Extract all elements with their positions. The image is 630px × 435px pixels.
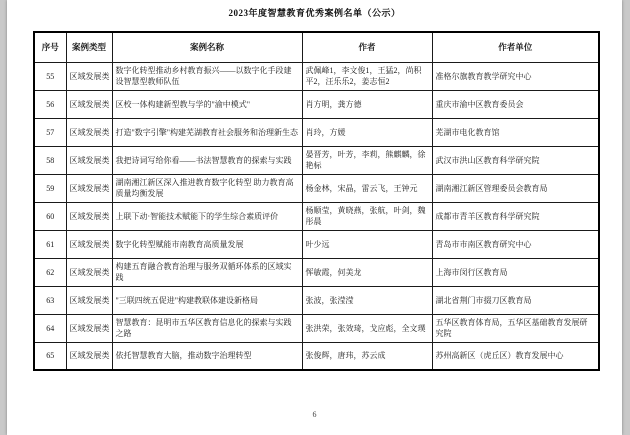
cell-no: 60 [34,202,66,230]
header-type: 案例类型 [66,32,112,62]
page-number: 6 [312,410,317,419]
cell-type: 区域发展类 [66,202,112,230]
cell-no: 63 [34,286,66,314]
cell-authors: 杨顺莹，黄晓燕，张航，叶剑，魏彤晨 [302,202,432,230]
header-authors: 作者 [302,32,432,62]
cell-name: 打造"数字引擎"构建芜湖教育社会服务和治理新生态 [112,118,302,146]
cell-name: 我把诗词写给你看——书法智慧教育的探索与实践 [112,146,302,174]
header-name: 案例名称 [112,32,302,62]
table-body [34,62,599,370]
cell-name: "三联四统五促进"构建教联体建设新格局 [112,286,302,314]
cell-type: 区域发展类 [66,90,112,118]
cell-authors: 恽敏霞，何美龙 [302,258,432,286]
cases-table [33,31,600,371]
cell-unit: 成都市青羊区教育科学研究院 [432,202,599,230]
table-row [34,90,599,118]
table-row [34,314,599,342]
cell-authors: 叶少远 [302,230,432,258]
document-page [7,0,622,435]
cell-authors: 武佩峰1，李文俊1，王猛2，尚积平2，汪乐乐2，姜志恒2 [302,62,432,90]
cell-unit: 武汉市洪山区教育科学研究院 [432,146,599,174]
cell-no: 62 [34,258,66,286]
table-row [34,342,599,370]
cell-authors: 晏晋芳，叶芳，李莉，熊麒麟，徐艳标 [302,146,432,174]
cell-authors: 张波，张滢滢 [302,286,432,314]
cell-name: 数字化转型赋能市南教育高质量发展 [112,230,302,258]
cell-no: 55 [34,62,66,90]
table-row [34,146,599,174]
header-unit: 作者单位 [432,32,599,62]
cell-type: 区域发展类 [66,230,112,258]
table-row [34,62,599,90]
cell-name: 湖南湘江新区深入推进教育数字化转型 助力教育高质量均衡发展 [112,174,302,202]
cell-name: 构建五育融合教育治理与服务双循环体系的区域实践 [112,258,302,286]
cell-name: 上联下动·智能技术赋能下的学生综合素质评价 [112,202,302,230]
cell-unit: 湖南湘江新区管理委员会教育局 [432,174,599,202]
cell-unit: 苏州高新区（虎丘区）教育发展中心 [432,342,599,370]
cell-name: 依托智慧教育大脑，推动数字治理转型 [112,342,302,370]
cell-unit: 芜湖市电化教育馆 [432,118,599,146]
page-title: 2023年度智慧教育优秀案例名单（公示） [228,8,401,18]
cell-no: 61 [34,230,66,258]
cell-no: 65 [34,342,66,370]
cell-unit: 重庆市渝中区教育委员会 [432,90,599,118]
table-row [34,258,599,286]
cell-unit: 五华区教育体育局，五华区基础教育发展研究院 [432,314,599,342]
cell-unit: 上海市闵行区教育局 [432,258,599,286]
cell-name: 数字化转型推动乡村教育振兴——以数字化手段建设智慧型教师队伍 [112,62,302,90]
cell-authors: 肖玲，方媛 [302,118,432,146]
header-no: 序号 [34,32,66,62]
table-row [34,174,599,202]
cell-no: 57 [34,118,66,146]
cell-type: 区域发展类 [66,258,112,286]
cell-no: 58 [34,146,66,174]
cell-type: 区域发展类 [66,118,112,146]
cell-name: 区校一体构建新型教与学的"渝中模式" [112,90,302,118]
cell-type: 区域发展类 [66,314,112,342]
header-row [34,32,599,62]
cell-authors: 张洪荣，张效琦，戈应彪，全文璞 [302,314,432,342]
table-header [34,32,599,62]
cell-unit: 准格尔旗教育教学研究中心 [432,62,599,90]
table-row [34,230,599,258]
cell-name: 智慧教育：昆明市五华区教育信息化的探索与实践之路 [112,314,302,342]
cell-authors: 杨金林，宋晶，雷云飞，王钟元 [302,174,432,202]
cell-type: 区域发展类 [66,146,112,174]
table-row [34,202,599,230]
cell-authors: 肖方明，龚方德 [302,90,432,118]
cell-authors: 张俊辉，唐玮，苏云成 [302,342,432,370]
cell-type: 区域发展类 [66,342,112,370]
cell-no: 64 [34,314,66,342]
table-row [34,286,599,314]
table-row [34,118,599,146]
cell-no: 59 [34,174,66,202]
cell-type: 区域发展类 [66,62,112,90]
cell-unit: 青岛市市南区教育研究中心 [432,230,599,258]
cell-no: 56 [34,90,66,118]
cell-type: 区域发展类 [66,174,112,202]
cell-type: 区域发展类 [66,286,112,314]
cell-unit: 湖北省荆门市掇刀区教育局 [432,286,599,314]
